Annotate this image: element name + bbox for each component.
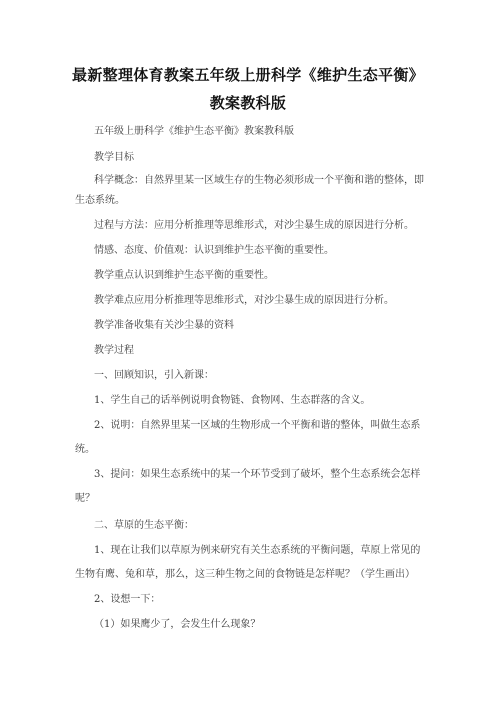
paragraph-attitude-values: 情感、态度、价值观：认识到维护生态平衡的重要性。 bbox=[94, 245, 334, 256]
paragraph-teaching-goals: 教学目标 bbox=[94, 152, 134, 163]
paragraph-item-2-cont: 统。 bbox=[75, 444, 95, 455]
paragraph-subtitle: 五年级上册科学《维护生态平衡》教案教科版 bbox=[94, 126, 294, 137]
paragraph-section-two-item-2: 2、设想一下： bbox=[94, 594, 161, 605]
paragraph-section-one-heading: 一、回顾知识，引入新课： bbox=[94, 370, 214, 381]
paragraph-section-two-heading: 二、草原的生态平衡： bbox=[94, 520, 194, 531]
paragraph-difficulty: 教学难点应用分析推理等思维形式，对沙尘暴生成的原因进行分析。 bbox=[94, 295, 394, 306]
paragraph-science-concept: 科学概念：自然界里某一区域生存的生物必须形成一个平衡和谐的整体，即 bbox=[94, 175, 424, 186]
paragraph-item-2: 2、说明：自然界里某一区域的生物形成一个平衡和谐的整体，叫做生态系 bbox=[94, 420, 421, 431]
paragraph-section-two-item-1: 1、现在让我们以草原为例来研究有关生态系统的平衡问题，草原上常见的 bbox=[94, 545, 421, 556]
document-title-line-2: 教案教科版 bbox=[209, 94, 287, 112]
paragraph-item-3-cont: 呢？ bbox=[75, 493, 95, 504]
paragraph-preparation: 教学准备收集有关沙尘暴的资料 bbox=[94, 320, 234, 331]
paragraph-item-1: 1、学生自己的话举例说明食物链、食物网、生态群落的含义。 bbox=[94, 395, 371, 406]
paragraph-teaching-process: 教学过程 bbox=[94, 345, 134, 356]
paragraph-section-two-item-1-cont: 生物有鹰、兔和草，那么，这三种生物之间的食物链是怎样呢？（学生画出） bbox=[75, 569, 415, 580]
paragraph-science-concept-cont: 生态系统。 bbox=[75, 195, 125, 206]
paragraph-key-point: 教学重点认识到维护生态平衡的重要性。 bbox=[94, 270, 274, 281]
document-title-line-1: 最新整理体育教案五年级上册科学《维护生态平衡》 bbox=[72, 66, 424, 84]
paragraph-process-method: 过程与方法：应用分析推理等思维形式，对沙尘暴生成的原因进行分析。 bbox=[94, 220, 414, 231]
paragraph-item-3: 3、提问：如果生态系统中的某一个环节受到了破坏，整个生态系统会怎样 bbox=[94, 469, 421, 480]
paragraph-question-1: （1）如果鹰少了，会发生什么现象？ bbox=[94, 619, 261, 630]
